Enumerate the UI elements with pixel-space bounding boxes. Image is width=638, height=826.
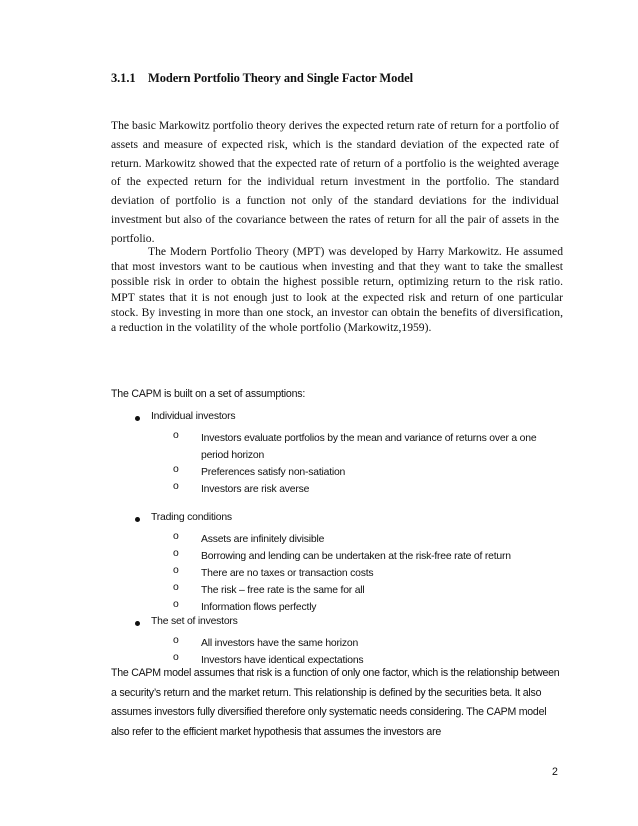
assumption-text: All investors have the same horizon <box>201 638 359 649</box>
list-item <box>111 547 571 564</box>
paragraph-capm-model: The CAPM model assumes that risk is a function of only one factor, which is the relationship between a security’s return and the market return. This relationship is defined by the securities beta. It also assumes investors fully diversified therefore only systematic needs considering. The CAPM model also refer to the efficient market hypothesis that assumes the investors are <box>111 667 560 738</box>
group-label: Trading conditions <box>151 512 232 523</box>
sub-bullet-icon: o <box>173 548 179 559</box>
list-item <box>111 581 571 598</box>
list-item <box>111 480 571 497</box>
list-item <box>111 410 571 429</box>
assumption-text: Information flows perfectly <box>201 602 317 613</box>
assumption-text: Preferences satisfy non-satiation <box>201 467 346 478</box>
sub-bullet-icon: o <box>173 464 179 475</box>
section-heading <box>111 71 413 86</box>
paragraph-markowitz-basic: The basic Markowitz portfolio theory derives the expected return rate of return for a portfolio of assets and measure of expected risk, which is the standard deviation of the expected rate of return. Markowitz showed that the expected rate of return of a portfolio is the weighted average of the expected return for the individual return investment in the portfolio. The standard deviation of portfolio is a function not only of the standard deviations for the individual investment but also of the covariance between the rates of return for all the pair of assets in the portfolio. <box>111 119 559 245</box>
list-item <box>111 564 571 581</box>
sub-bullet-icon: o <box>173 430 179 441</box>
bullet-icon <box>135 517 140 522</box>
list-item <box>111 530 571 547</box>
sub-bullet-icon: o <box>173 481 179 492</box>
sub-bullet-icon: o <box>173 599 179 610</box>
assumption-text: Borrowing and lending can be undertaken at the risk-free rate of return <box>201 551 511 562</box>
assumption-text: The risk – free rate is the same for all <box>201 585 365 596</box>
page-number: 2 <box>552 766 558 778</box>
list-item <box>111 634 571 651</box>
assumption-group-set-of-investors <box>111 615 571 668</box>
list-item <box>111 429 571 463</box>
section-title: Modern Portfolio Theory and Single Factor Model <box>148 71 413 85</box>
assumption-group-trading-conditions <box>111 511 571 615</box>
paragraph-mpt: The Modern Portfolio Theory (MPT) was developed by Harry Markowitz. He assumed that most investors want to be cautious when investing and that they want to take the smallest possible risk in order to obtain the highest possible return, optimizing return to the risk ratio. MPT states that it is not enough just to look at the expected risk and return of one particular stock. By investing in more than one stock, an investor can obtain the benefits of diversification, a reduction in the volatility of the whole portfolio (Markowitz,1959). <box>111 245 563 335</box>
sub-bullet-icon: o <box>173 652 179 663</box>
assumption-text: There are no taxes or transaction costs <box>201 568 374 579</box>
sub-bullet-icon: o <box>173 565 179 576</box>
list-item <box>111 615 571 634</box>
sub-bullet-icon: o <box>173 582 179 593</box>
assumption-text: Investors are risk averse <box>201 484 310 495</box>
group-label: The set of investors <box>151 616 238 627</box>
assumption-text: Assets are infinitely divisible <box>201 534 325 545</box>
group-label: Individual investors <box>151 411 236 422</box>
assumption-text: Investors have identical expectations <box>201 655 364 666</box>
assumption-group-individual-investors <box>111 410 571 497</box>
assumption-text: Investors evaluate portfolios by the mean and variance of returns over a one period horizon <box>201 433 537 461</box>
list-item <box>111 463 571 480</box>
sub-bullet-icon: o <box>173 635 179 646</box>
bullet-icon <box>135 416 140 421</box>
list-item <box>111 511 571 530</box>
sub-bullet-icon: o <box>173 531 179 542</box>
list-item <box>111 598 571 615</box>
assumptions-list <box>111 410 571 668</box>
capm-intro: The CAPM is built on a set of assumptions: <box>111 388 306 400</box>
section-number: 3.1.1 <box>111 71 136 85</box>
bullet-icon <box>135 621 140 626</box>
